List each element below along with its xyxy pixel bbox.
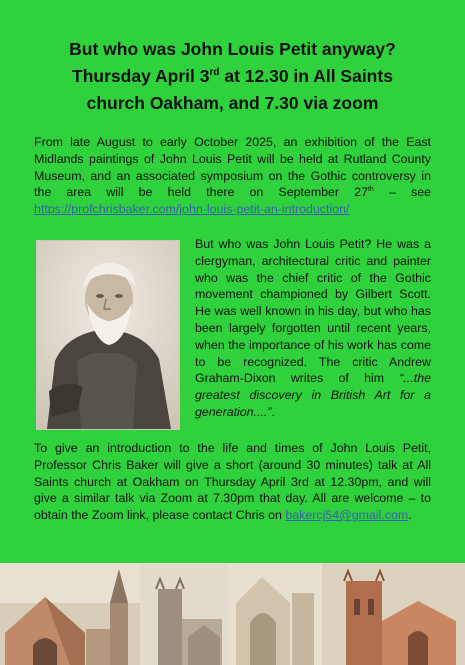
talk-end: . — [408, 508, 412, 523]
church-tower-1 — [110, 603, 128, 665]
intro-ordinal-suffix: th — [367, 186, 374, 194]
portrait-photo — [36, 240, 180, 430]
page-title — [20, 36, 445, 117]
biography-paragraph — [195, 236, 431, 421]
intro-paragraph — [34, 134, 431, 218]
intro-see: – see — [373, 185, 431, 200]
title-line-2-start: Thursday April 3 — [72, 66, 210, 86]
portrait-illustration — [37, 241, 179, 429]
title-ordinal-suffix: rd — [209, 67, 220, 79]
title-line-3: church Oakham, and 7.30 via zoom — [86, 93, 379, 113]
church-tower-4 — [346, 581, 382, 665]
biography-text: But who was John Louis Petit? He was a clergyman, architectural critic and painter who was the chief critic of the Gothic movement championed by Gilbert Scott. He was well known in his day, but who has been largely forgotten until recent years, when the importance of his work has come to be recognized. The critic Andrew Graham-Dixon writes of him — [195, 237, 431, 386]
church-tower-2 — [158, 589, 182, 665]
article-link[interactable]: https://profchrisbaker.com/john-louis-petit-an-introduction/ — [34, 202, 350, 217]
talk-paragraph — [34, 440, 431, 524]
email-link[interactable]: bakercj54@gmail.com — [285, 508, 409, 523]
biography-end: . — [271, 404, 275, 419]
intro-text: From late August to early October 2025, an exhibition of the East Midlands paintings of John Louis Petit will be held at Rutland County Museum, and an associated symposium on the Gothic controversy in the area will be held there on September 27 — [34, 135, 431, 200]
biography-quote: “...the greatest discovery in British Art for a generation....” — [195, 371, 431, 419]
title-line-2-end: at 12.30 in All Saints — [219, 66, 393, 86]
talk-text: To give an introduction to the life and times of John Louis Petit, Professor Chris Baker will give a short (around 30 minutes) talk at All Saints church at Oakham on Thursday April 3rd at 12.30pm, and will give a similar talk via Zoom at 7.30pm that day. All are welcome – to obtain the Zoom link, please contact Chris on — [34, 441, 431, 523]
church-paintings-strip — [0, 563, 465, 665]
title-line-1: But who was John Louis Petit anyway? — [69, 39, 396, 59]
